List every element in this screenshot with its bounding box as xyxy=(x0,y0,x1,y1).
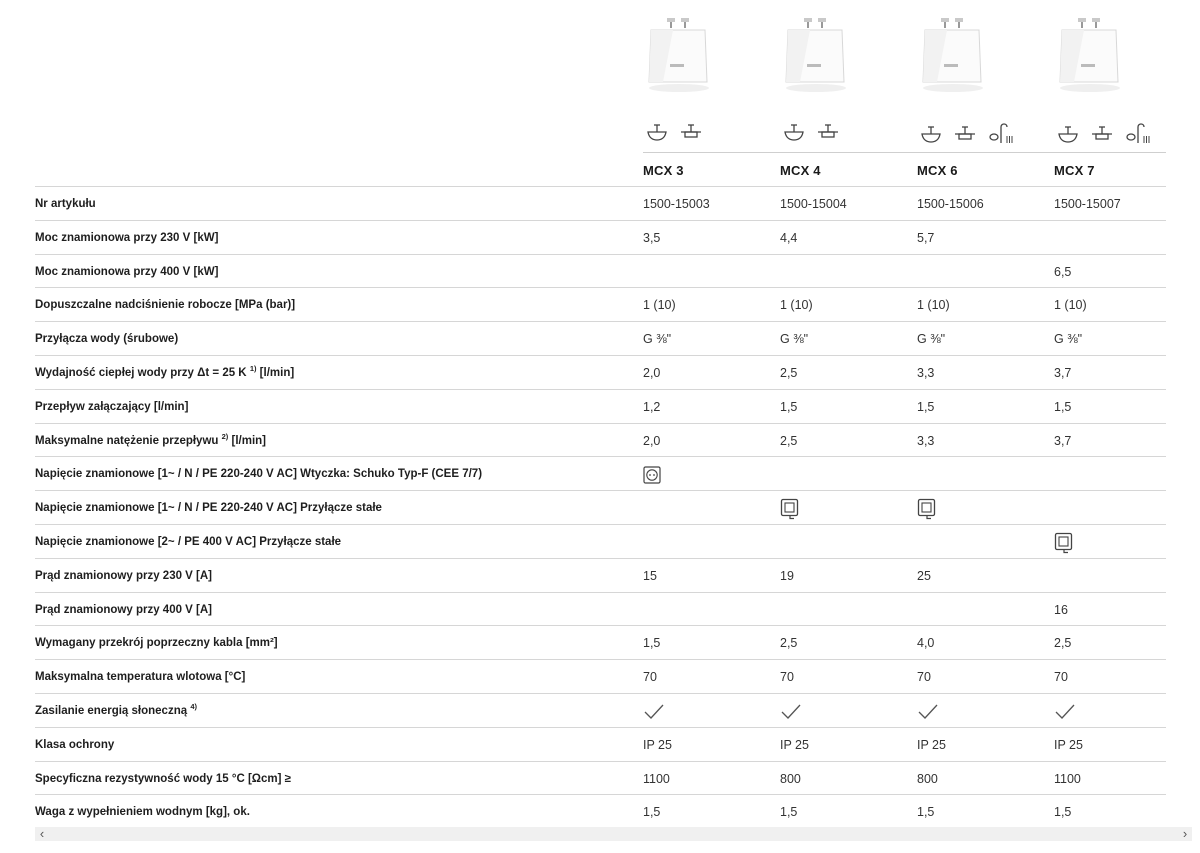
table-cell: 4,0 xyxy=(917,636,935,650)
row-label xyxy=(35,288,295,321)
washbasin-icon xyxy=(1056,123,1080,145)
table-cell: IP 25 xyxy=(917,738,946,752)
table-row xyxy=(35,558,1166,591)
row-label-unit: [l/min] xyxy=(228,435,267,447)
checkmark-icon xyxy=(643,703,665,721)
table-cell: 2,5 xyxy=(780,636,798,650)
table-cell: 1,5 xyxy=(1054,805,1072,819)
footnote-marker: 2) xyxy=(221,432,229,442)
table-cell xyxy=(1054,694,1076,727)
table-cell xyxy=(1054,525,1074,558)
row-label xyxy=(35,187,96,220)
fixed-connection-icon xyxy=(780,498,800,520)
product-column xyxy=(1054,0,1184,186)
footnote-marker: 4) xyxy=(190,702,197,712)
usage-icons xyxy=(782,121,850,147)
shower-icon xyxy=(1124,121,1150,145)
product-column xyxy=(917,0,1047,186)
horizontal-scrollbar[interactable] xyxy=(35,827,1192,841)
washbasin-icon xyxy=(782,121,806,143)
row-label xyxy=(35,795,250,828)
table-cell: G ⅜" xyxy=(643,332,672,346)
row-label xyxy=(35,322,178,355)
table-row xyxy=(35,761,1166,794)
table-cell: 1,5 xyxy=(780,400,798,414)
washbasin-icon xyxy=(645,121,669,143)
table-cell: 70 xyxy=(1054,670,1068,684)
table-cell: 70 xyxy=(643,670,657,684)
row-label-text: Zasilanie energią słoneczną xyxy=(35,705,188,717)
table-cell: IP 25 xyxy=(780,738,809,752)
table-cell: 1 (10) xyxy=(917,298,950,312)
table-cell: 1500-15004 xyxy=(780,197,847,211)
row-label xyxy=(35,255,218,288)
scroll-right-button[interactable]: › xyxy=(1182,826,1188,841)
product-name: MCX 3 xyxy=(643,163,684,178)
water-heater-icon xyxy=(780,16,852,94)
table-row xyxy=(35,794,1166,827)
row-label xyxy=(35,762,291,795)
table-cell: IP 25 xyxy=(1054,738,1083,752)
sink-icon xyxy=(678,121,704,143)
table-cell xyxy=(643,457,661,490)
table-cell: 3,7 xyxy=(1054,434,1072,448)
table-cell: IP 25 xyxy=(643,738,672,752)
row-label-text: Maksymalna temperatura wlotowa [°C] xyxy=(35,671,246,683)
table-row xyxy=(35,693,1166,726)
row-label xyxy=(35,221,218,254)
table-cell: 1,5 xyxy=(917,805,935,819)
table-cell: 6,5 xyxy=(1054,265,1072,279)
water-heater-icon xyxy=(917,16,989,94)
usage-icons xyxy=(1056,121,1159,147)
product-header xyxy=(0,0,1200,186)
row-label xyxy=(35,728,114,761)
table-cell xyxy=(780,694,802,727)
checkmark-icon xyxy=(1054,703,1076,721)
table-cell: 3,7 xyxy=(1054,366,1072,380)
row-label xyxy=(35,593,212,626)
water-heater-icon xyxy=(643,16,715,94)
table-cell: 800 xyxy=(917,772,938,786)
fixed-connection-icon xyxy=(1054,532,1074,554)
table-cell: 70 xyxy=(780,670,794,684)
footnote-marker: 1) xyxy=(249,364,257,374)
shower-icon xyxy=(987,121,1013,145)
table-row xyxy=(35,220,1166,253)
table-cell: 70 xyxy=(917,670,931,684)
table-row xyxy=(35,592,1166,625)
table-row xyxy=(35,389,1166,422)
table-cell: 16 xyxy=(1054,603,1068,617)
sink-icon xyxy=(815,121,841,143)
row-label xyxy=(35,390,188,423)
row-label-text: Napięcie znamionowe [2~ / PE 400 V AC] Przyłącze stałe xyxy=(35,536,342,548)
row-label-text: Klasa ochrony xyxy=(35,739,115,751)
table-cell: 3,5 xyxy=(643,231,661,245)
row-label-text: Prąd znamionowy przy 230 V [A] xyxy=(35,570,213,582)
table-cell: G ⅜" xyxy=(1054,332,1083,346)
table-row xyxy=(35,490,1166,523)
row-label xyxy=(35,559,212,592)
row-label-text: Prąd znamionowy przy 400 V [A] xyxy=(35,604,213,616)
row-label xyxy=(35,626,278,659)
product-name: MCX 6 xyxy=(917,163,958,178)
table-cell: 5,7 xyxy=(917,231,935,245)
table-cell: 3,3 xyxy=(917,366,935,380)
table-cell: 1500-15007 xyxy=(1054,197,1121,211)
table-cell: 1500-15006 xyxy=(917,197,984,211)
row-label-text: Specyficzna rezystywność wody 15 °C [Ωcm] ≥ xyxy=(35,773,291,785)
row-label-text: Waga z wypełnieniem wodnym [kg], ok. xyxy=(35,806,250,818)
table-row xyxy=(35,186,1166,219)
row-label-unit: [l/min] xyxy=(256,367,295,379)
row-label-text: Moc znamionowa przy 230 V [kW] xyxy=(35,232,219,244)
table-row xyxy=(35,287,1166,320)
table-cell: 1,5 xyxy=(917,400,935,414)
table-cell: 1,2 xyxy=(643,400,661,414)
table-row xyxy=(35,659,1166,692)
row-label-text: Wydajność ciepłej wody przy Δt = 25 K xyxy=(35,367,247,379)
table-cell: 1500-15003 xyxy=(643,197,710,211)
product-name: MCX 7 xyxy=(1054,163,1095,178)
table-cell: 2,0 xyxy=(643,366,661,380)
row-label xyxy=(35,491,382,524)
row-label xyxy=(35,356,294,389)
table-cell: 2,5 xyxy=(1054,636,1072,650)
table-cell xyxy=(780,491,800,524)
row-label-text: Moc znamionowa przy 400 V [kW] xyxy=(35,266,219,278)
row-label-text: Dopuszczalne nadciśnienie robocze [MPa (bar)] xyxy=(35,299,296,311)
table-cell: 25 xyxy=(917,569,931,583)
checkmark-icon xyxy=(780,703,802,721)
row-label-text: Nr artykułu xyxy=(35,198,96,210)
row-label xyxy=(35,660,245,693)
table-cell: 4,4 xyxy=(780,231,798,245)
checkmark-icon xyxy=(917,703,939,721)
table-row xyxy=(35,524,1166,557)
row-label xyxy=(35,694,197,727)
table-row xyxy=(35,625,1166,658)
table-row xyxy=(35,423,1166,456)
table-row xyxy=(35,321,1166,354)
table-cell: 1,5 xyxy=(780,805,798,819)
row-label-text: Napięcie znamionowe [1~ / N / PE 220-240 V AC] Przyłącze stałe xyxy=(35,502,382,514)
row-label-text: Napięcie znamionowe [1~ / N / PE 220-240 V AC] Wtyczka: Schuko Typ-F (CEE 7/7) xyxy=(35,468,483,480)
table-cell: 2,0 xyxy=(643,434,661,448)
table-cell: 15 xyxy=(643,569,657,583)
table-cell: 2,5 xyxy=(780,366,798,380)
table-cell xyxy=(917,694,939,727)
table-cell: 1100 xyxy=(643,772,670,786)
scroll-left-button[interactable]: ‹ xyxy=(39,826,45,841)
table-cell: 1,5 xyxy=(643,805,661,819)
washbasin-icon xyxy=(919,123,943,145)
sink-icon xyxy=(952,123,978,145)
table-cell: 1100 xyxy=(1054,772,1081,786)
table-cell: G ⅜" xyxy=(917,332,946,346)
table-cell: 1 (10) xyxy=(1054,298,1087,312)
table-cell: 2,5 xyxy=(780,434,798,448)
table-cell: 1,5 xyxy=(643,636,661,650)
product-column xyxy=(643,0,773,186)
table-cell xyxy=(643,694,665,727)
plug-socket-icon xyxy=(643,466,661,484)
usage-icons xyxy=(919,121,1022,147)
water-heater-icon xyxy=(1054,16,1126,94)
table-row xyxy=(35,727,1166,760)
table-cell: 3,3 xyxy=(917,434,935,448)
table-row xyxy=(35,456,1166,489)
row-label-text: Maksymalne natężenie przepływu xyxy=(35,435,219,447)
table-cell: 1 (10) xyxy=(780,298,813,312)
row-label xyxy=(35,525,341,558)
row-label xyxy=(35,457,482,490)
table-cell: 800 xyxy=(780,772,801,786)
table-cell: G ⅜" xyxy=(780,332,809,346)
usage-icons xyxy=(645,121,713,147)
table-cell: 1,5 xyxy=(1054,400,1072,414)
sink-icon xyxy=(1089,123,1115,145)
row-label-text: Przepływ załączający [l/min] xyxy=(35,401,189,413)
row-label-text: Wymagany przekrój poprzeczny kabla [mm²] xyxy=(35,637,278,649)
fixed-connection-icon xyxy=(917,498,937,520)
table-cell xyxy=(917,491,937,524)
table-cell: 19 xyxy=(780,569,794,583)
row-label xyxy=(35,424,266,457)
table-row xyxy=(35,355,1166,388)
table-row xyxy=(35,254,1166,287)
table-cell: 1 (10) xyxy=(643,298,676,312)
product-column xyxy=(780,0,910,186)
row-label-text: Przyłącza wody (śrubowe) xyxy=(35,333,179,345)
product-name: MCX 4 xyxy=(780,163,821,178)
